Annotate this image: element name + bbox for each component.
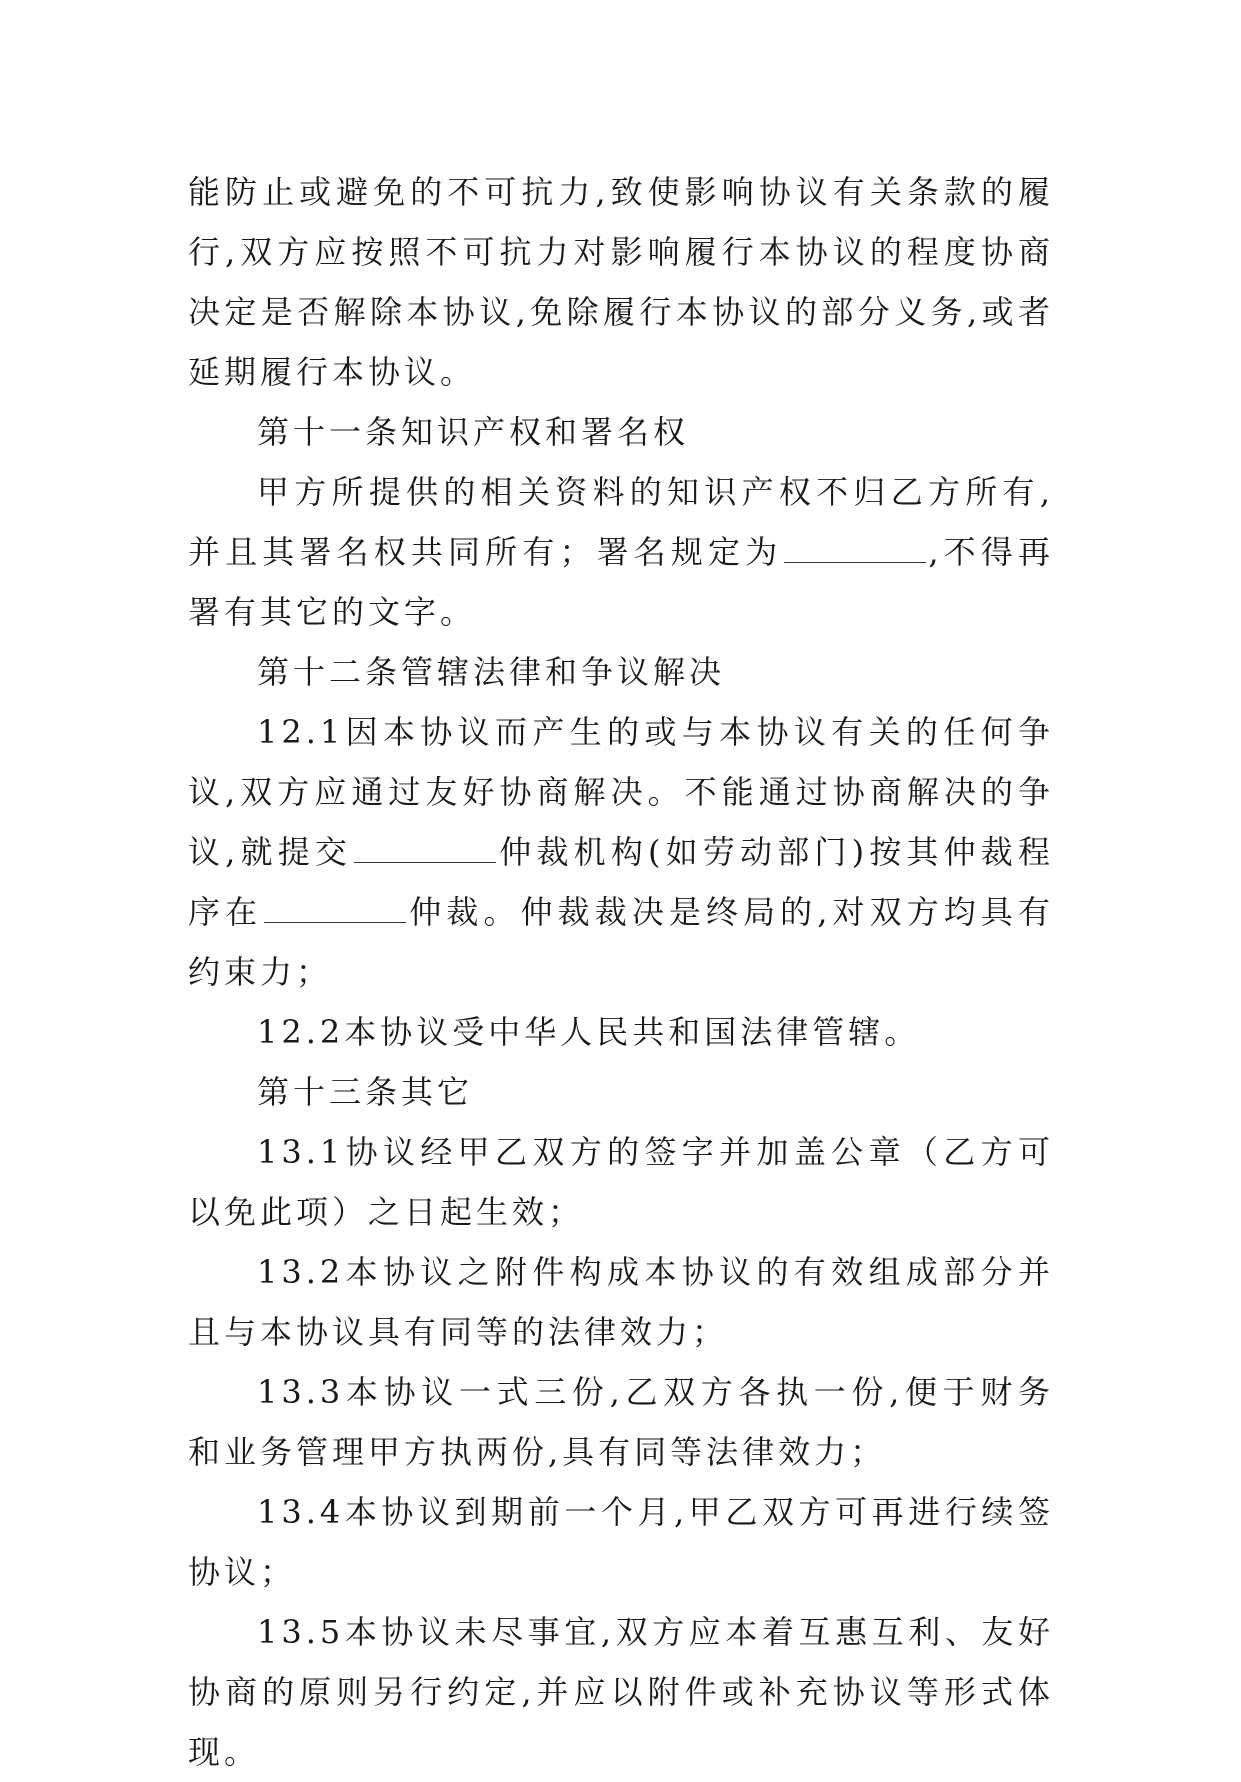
clause-12-1-text-part3: 仲裁。仲裁裁决是终局的,对双方均具有约束力； — [188, 893, 1054, 991]
clause-13-1-paragraph: 13.1协议经甲乙双方的签字并加盖公章（乙方可以免此项）之日起生效； — [188, 1133, 1054, 1231]
clause-12-1-text-part2: 仲裁机构(如劳动部门)按其仲裁程序在 — [188, 833, 1054, 931]
clause-12-1-text-part1: 12.1因本协议而产生的或与本协议有关的任何争议,双方应通过友好协商解决。不能通过协商解决的争议,就提交 — [188, 713, 1054, 871]
signature-rule-blank — [784, 534, 926, 563]
clause-13-4-paragraph: 13.4本协议到期前一个月,甲乙双方可再进行续签协议； — [188, 1493, 1054, 1591]
clause-13-3-paragraph: 13.3本协议一式三份,乙双方各执一份,便于财务和业务管理甲方执两份,具有同等法律效力； — [188, 1373, 1054, 1471]
document-body — [188, 162, 1054, 1782]
article-11-heading: 第十一条知识产权和署名权 — [257, 413, 690, 451]
arbitration-institution-blank — [354, 834, 496, 863]
clause-13-2-paragraph: 13.2本协议之附件构成本协议的有效组成部分并且与本协议具有同等的法律效力； — [188, 1253, 1054, 1351]
article-11-text-after-blank: ,不得再署有其它的文字。 — [188, 533, 1054, 631]
clause-12-2-paragraph: 12.2本协议受中华人民共和国法律管辖。 — [257, 1013, 921, 1051]
article-12-heading: 第十二条管辖法律和争议解决 — [257, 653, 726, 691]
article-11-text-before-blank: 甲方所提供的相关资料的知识产权不归乙方所有,并且其署名权共同所有；署名规定为 — [188, 473, 1054, 571]
article-11-paragraph — [188, 462, 1054, 642]
arbitration-location-blank — [264, 894, 406, 923]
force-majeure-paragraph: 能防止或避免的不可抗力,致使影响协议有关条款的履行,双方应按照不可抗力对影响履行本协议的程度协商决定是否解除本协议,免除履行本协议的部分义务,或者延期履行本协议。 — [188, 173, 1054, 391]
article-13-heading: 第十三条其它 — [257, 1073, 474, 1111]
clause-12-1-paragraph — [188, 702, 1054, 1002]
clause-13-5-paragraph: 13.5本协议未尽事宜,双方应本着互惠互利、友好协商的原则另行约定,并应以附件或补充协议等形式体现。 — [188, 1613, 1054, 1771]
